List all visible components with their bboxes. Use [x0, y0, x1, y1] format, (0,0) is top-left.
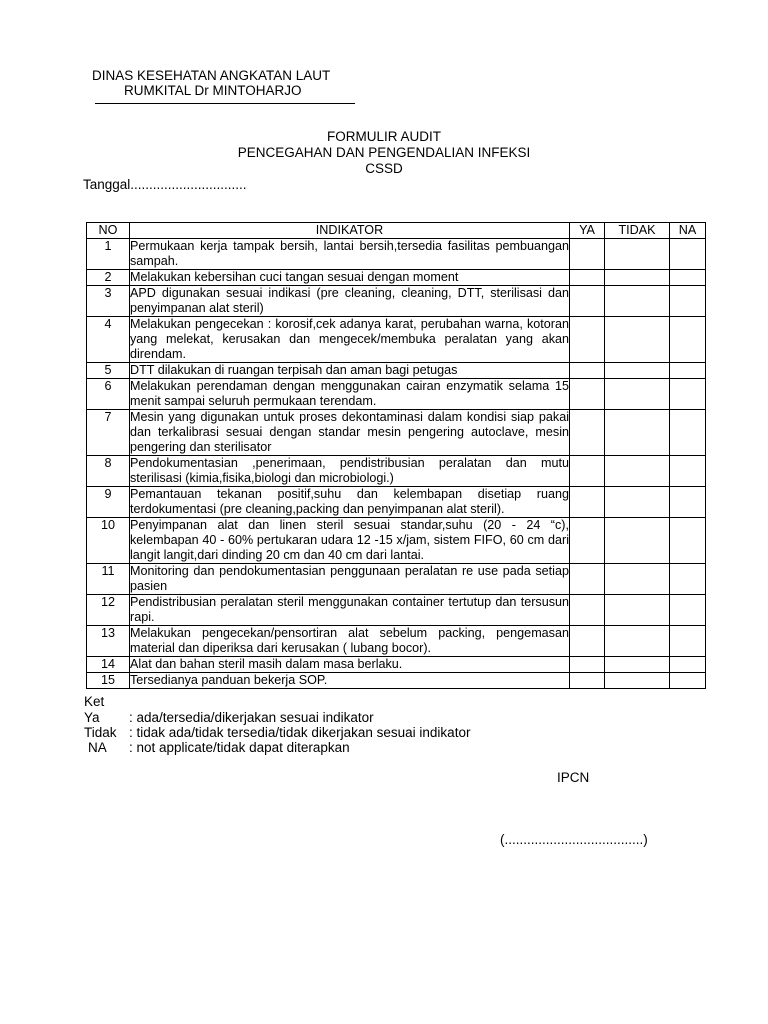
table-row	[87, 379, 706, 410]
tidak-cell[interactable]	[605, 518, 670, 564]
row-number: 10	[87, 518, 130, 564]
table-row	[87, 410, 706, 456]
row-indicator: APD digunakan sesuai indikasi (pre cleaning, cleaning, DTT, sterilisasi dan penyimpanan alat steril)	[130, 286, 569, 315]
ya-cell[interactable]	[570, 270, 605, 286]
table-row	[87, 286, 706, 317]
na-cell[interactable]	[670, 626, 706, 657]
row-indicator: Melakukan pengecekan/pensortiran alat sebelum packing, pengemasan material dan diperiksa dari kerusakan ( lubang bocor).	[130, 626, 569, 655]
hospital-name: RUMKITAL Dr MINTOHARJO	[124, 83, 302, 98]
row-number: 12	[87, 595, 130, 626]
na-cell[interactable]	[670, 379, 706, 410]
ya-cell[interactable]	[570, 518, 605, 564]
header-na: NA	[670, 223, 706, 239]
row-number: 11	[87, 564, 130, 595]
header-indikator: INDIKATOR	[130, 223, 570, 239]
signature-name-field[interactable]: (.....................................)	[500, 832, 648, 847]
row-number: 6	[87, 379, 130, 410]
na-cell[interactable]	[670, 518, 706, 564]
row-indicator: Pendistribusian peralatan steril menggunakan container tertutup dan tersusun rapi.	[130, 595, 569, 624]
institution-name: DINAS KESEHATAN ANGKATAN LAUT	[92, 68, 331, 83]
legend-title: Ket	[84, 694, 105, 709]
tidak-cell[interactable]	[605, 564, 670, 595]
table-row	[87, 239, 706, 270]
tidak-cell[interactable]	[605, 673, 670, 689]
table-row	[87, 518, 706, 564]
na-cell[interactable]	[670, 317, 706, 363]
table-row	[87, 456, 706, 487]
header-no: NO	[87, 223, 130, 239]
legend-desc-ya: : ada/tersedia/dikerjakan sesuai indikator	[129, 710, 374, 725]
ya-cell[interactable]	[570, 487, 605, 518]
row-number: 2	[87, 270, 130, 286]
row-number: 9	[87, 487, 130, 518]
na-cell[interactable]	[670, 657, 706, 673]
ya-cell[interactable]	[570, 317, 605, 363]
table-row	[87, 657, 706, 673]
ya-cell[interactable]	[570, 595, 605, 626]
row-number: 13	[87, 626, 130, 657]
legend-key-ya: Ya	[84, 710, 100, 725]
tidak-cell[interactable]	[605, 626, 670, 657]
row-indicator: Mesin yang digunakan untuk proses dekontaminasi dalam kondisi siap pakai dan terkalibrasi sesuai dengan standar mesin pengering autoclave, mesin pengering dan sterilisator	[130, 410, 569, 454]
signature-role: IPCN	[557, 770, 590, 785]
date-field[interactable]: Tanggal...............................	[83, 177, 247, 192]
ya-cell[interactable]	[570, 626, 605, 657]
header-ya: YA	[570, 223, 605, 239]
row-indicator: Melakukan kebersihan cuci tangan sesuai dengan moment	[130, 270, 570, 286]
tidak-cell[interactable]	[605, 657, 670, 673]
tidak-cell[interactable]	[605, 239, 670, 270]
legend-key-tidak: Tidak	[84, 725, 117, 740]
ya-cell[interactable]	[570, 363, 605, 379]
na-cell[interactable]	[670, 270, 706, 286]
tidak-cell[interactable]	[605, 595, 670, 626]
row-indicator: Melakukan perendaman dengan menggunakan cairan enzymatik selama 15 menit sampai seluruh permukaan terendam.	[130, 379, 569, 408]
header-tidak: TIDAK	[605, 223, 670, 239]
row-number: 8	[87, 456, 130, 487]
ya-cell[interactable]	[570, 657, 605, 673]
form-title: FORMULIR AUDIT	[326, 129, 441, 144]
tidak-cell[interactable]	[605, 286, 670, 317]
na-cell[interactable]	[670, 595, 706, 626]
row-indicator: Permukaan kerja tampak bersih, lantai bersih,tersedia fasilitas pembuangan sampah.	[130, 239, 569, 268]
legend-key-na: NA	[88, 740, 107, 755]
table-row	[87, 487, 706, 518]
tidak-cell[interactable]	[605, 410, 670, 456]
row-indicator: Melakukan pengecekan : korosif,cek adanya karat, perubahan warna, kotoran yang melekat, kerusakan dan mengecek/membuka peralatan yang akan direndam.	[130, 317, 569, 361]
row-indicator: Penyimpanan alat dan linen steril sesuai standar,suhu (20 - 24 “c), kelembapan 40 - 60% pertukaran udara 12 -15 x/jam, sistem FIFO, 60 cm dari langit langit,dari dinding 20 cm dan 40 cm dari lantai.	[130, 518, 569, 562]
audit-table	[86, 222, 706, 689]
na-cell[interactable]	[670, 456, 706, 487]
row-number: 3	[87, 286, 130, 317]
table-row	[87, 626, 706, 657]
row-number: 5	[87, 363, 130, 379]
row-indicator: Monitoring dan pendokumentasian penggunaan peralatan re use pada setiap pasien	[130, 564, 569, 593]
tidak-cell[interactable]	[605, 317, 670, 363]
table-row	[87, 595, 706, 626]
row-indicator: Alat dan bahan steril masih dalam masa berlaku.	[130, 657, 570, 673]
na-cell[interactable]	[670, 286, 706, 317]
table-row	[87, 317, 706, 363]
table-row	[87, 270, 706, 286]
tidak-cell[interactable]	[605, 487, 670, 518]
table-header-row	[87, 223, 706, 239]
tidak-cell[interactable]	[605, 379, 670, 410]
row-number: 4	[87, 317, 130, 363]
row-number: 14	[87, 657, 130, 673]
ya-cell[interactable]	[570, 239, 605, 270]
na-cell[interactable]	[670, 673, 706, 689]
row-number: 15	[87, 673, 130, 689]
ya-cell[interactable]	[570, 379, 605, 410]
table-row	[87, 363, 706, 379]
na-cell[interactable]	[670, 564, 706, 595]
row-number: 7	[87, 410, 130, 456]
tidak-cell[interactable]	[605, 456, 670, 487]
ya-cell[interactable]	[570, 564, 605, 595]
row-number: 1	[87, 239, 130, 270]
row-indicator: Tersedianya panduan bekerja SOP.	[130, 673, 570, 689]
form-unit: CSSD	[365, 161, 403, 176]
row-indicator: Pemantauan tekanan positif,suhu dan kelembapan disetiap ruang terdokumentasi (pre cleaning,packing dan penyimpanan alat steril).	[130, 487, 569, 516]
na-cell[interactable]	[670, 410, 706, 456]
table-row	[87, 564, 706, 595]
na-cell[interactable]	[670, 239, 706, 270]
ya-cell[interactable]	[570, 410, 605, 456]
header-underline	[95, 103, 355, 104]
tidak-cell[interactable]	[605, 363, 670, 379]
row-indicator: DTT dilakukan di ruangan terpisah dan aman bagi petugas	[130, 363, 570, 379]
tidak-cell[interactable]	[605, 270, 670, 286]
row-indicator: Pendokumentasian ,penerimaan, pendistribusian peralatan dan mutu sterilisasi (kimia,fisika,biologi dan microbiologi.)	[130, 456, 569, 485]
form-subtitle: PENCEGAHAN DAN PENGENDALIAN INFEKSI	[237, 145, 531, 160]
ya-cell[interactable]	[570, 286, 605, 317]
table-row	[87, 673, 706, 689]
na-cell[interactable]	[670, 363, 706, 379]
ya-cell[interactable]	[570, 456, 605, 487]
legend-desc-tidak: : tidak ada/tidak tersedia/tidak dikerjakan sesuai indikator	[129, 725, 471, 740]
na-cell[interactable]	[670, 487, 706, 518]
legend-desc-na: : not applicate/tidak dapat diterapkan	[129, 740, 350, 755]
ya-cell[interactable]	[570, 673, 605, 689]
